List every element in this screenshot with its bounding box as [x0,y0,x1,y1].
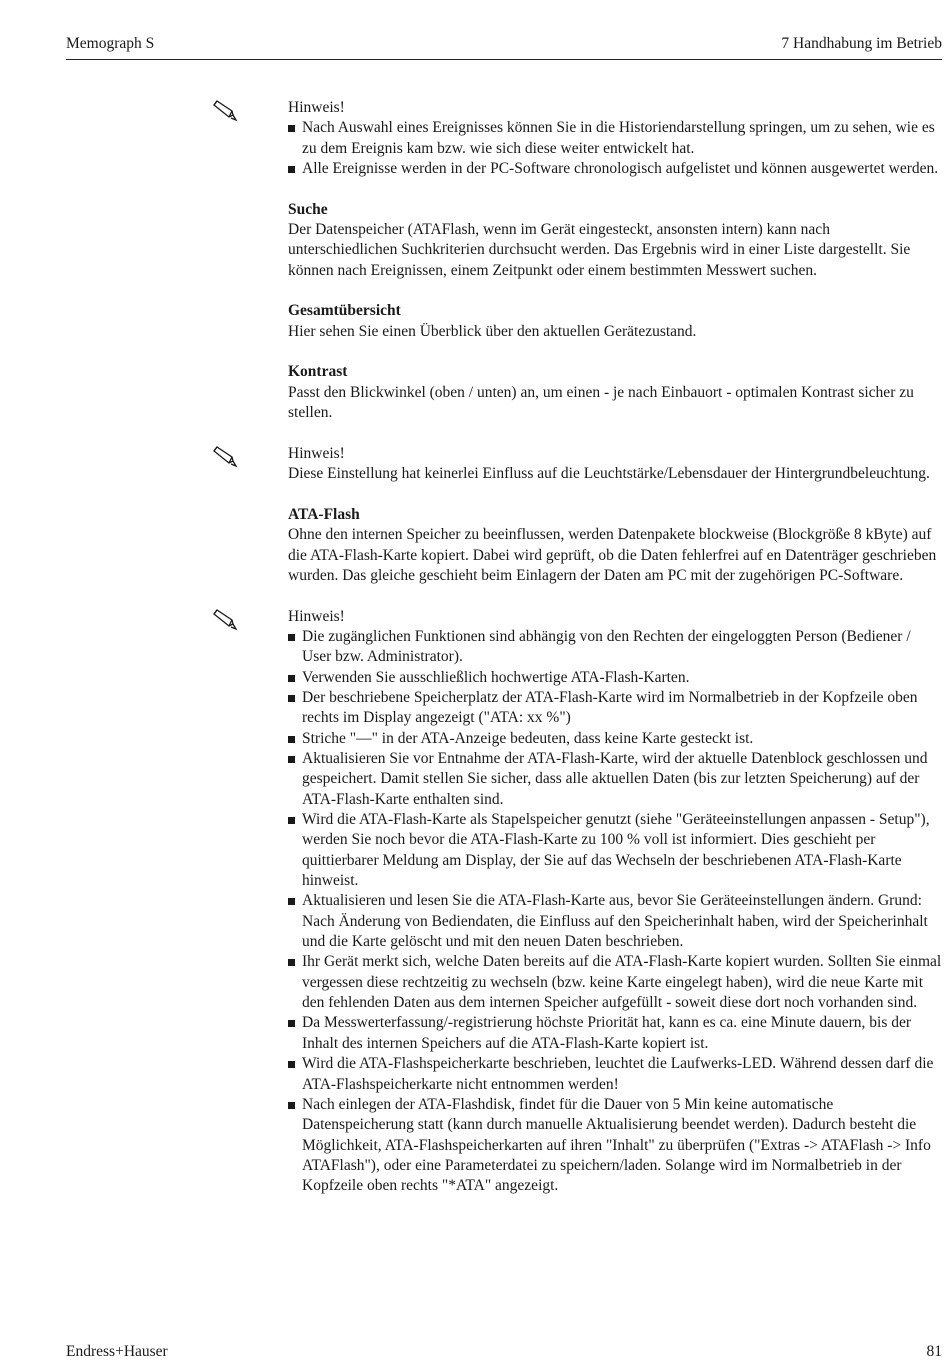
list-item: Striche "—" in der ATA-Anzeige bedeuten, dass keine Karte gesteckt ist. [288,729,943,749]
list-item: Wird die ATA-Flash-Karte als Stapelspeicher genutzt (siehe "Geräteeinstellungen anpassen - Setup"), werden Sie noch bevor die ATA-Flash-Karte zu 100 % voll ist informiert. Dies geschieht per quittierbarer Meldung am Display, der Sie auf das Wechseln der beschriebenen ATA-Flash-Karte hinweist. [288,810,943,891]
bullet-icon [288,1102,295,1109]
note-list [288,118,943,179]
list-item: Aktualisieren und lesen Sie die ATA-Flash-Karte aus, bevor Sie Geräteeinstellungen ändern. Grund: Nach Änderung von Bediendaten, die Einfluss auf den Speicherinhalt haben, wird der Speicherinhalt und die Karte gelöscht und mit den neuen Daten beschrieben. [288,891,943,952]
section-suche [288,200,943,281]
page-content [288,98,943,1217]
pencil-icon [210,446,238,468]
bullet-icon [288,1061,295,1068]
bullet-icon [288,166,295,173]
section-heading: Kontrast [288,363,348,381]
section-kontrast [288,362,943,423]
section-ata-flash [288,505,943,586]
list-item: Ihr Gerät merkt sich, welche Daten bereits auf die ATA-Flash-Karte kopiert wurden. Sollten Sie einmal vergessen diese rechtzeitig zu wechseln (bzw. keine Karte eingelegt haben), wird die neue Karte mit den fehlenden Daten aus dem internen Speicher aufgefüllt - soweit diese dort noch vorhanden sind. [288,952,943,1013]
list-item: Wird die ATA-Flashspeicherkarte beschrieben, leuchtet die Laufwerks-LED. Während dessen darf die ATA-Flashspeicherkarte nicht entnommen werden! [288,1054,943,1095]
pencil-icon [210,100,238,122]
header-chapter: 7 Handhabung im Betrieb [781,35,942,52]
page-footer [66,1342,942,1362]
bullet-icon [288,817,295,824]
bullet-icon [288,125,295,132]
section-text: Der Datenspeicher (ATAFlash, wenn im Gerät eingesteckt, ansonsten intern) kann nach unterschiedlichen Suchkriterien durchsucht werden. Das Ergebnis wird in einer Liste dargestellt. Sie können nach Ereignissen, einem Zeitpunkt oder einem bestimmten Messwert suchen. [288,221,911,279]
list-item: Da Messwerterfassung/-registrierung höchste Priorität hat, kann es ca. eine Minute dauern, bis der Inhalt des internen Speichers auf die ATA-Flash-Karte kopiert ist. [288,1013,943,1054]
section-text: Hier sehen Sie einen Überblick über den aktuellen Gerätezustand. [288,322,697,340]
page-number: 81 [926,1343,942,1360]
page-header [66,33,942,60]
list-item: Der beschriebene Speicherplatz der ATA-Flash-Karte wird im Normalbetrieb in der Kopfzeile oben rechts im Display angezeigt ("ATA: xx %") [288,688,943,729]
list-item: Die zugänglichen Funktionen sind abhängig von den Rechten der eingeloggten Person (Bediener / User bzw. Administrator). [288,627,943,668]
bullet-icon [288,634,295,641]
pencil-icon [210,609,238,631]
bullet-icon [288,695,295,702]
note-block-3 [288,607,943,1197]
note-list [288,627,943,1197]
section-text: Ohne den internen Speicher zu beeinflussen, werden Datenpakete blockweise (Blockgröße 8 kByte) auf die ATA-Flash-Karte kopiert. Dabei wird geprüft, ob die Daten fehlerfrei auf en Datenträger geschrieben wurden. Das gleiche geschieht beim Einlagern der Daten am PC mit der zugehörigen PC-Software. [288,526,937,584]
note-block-1 [288,98,943,179]
bullet-icon [288,675,295,682]
section-heading: ATA-Flash [288,505,360,523]
footer-company: Endress+Hauser [66,1343,168,1360]
note-title: Hinweis! [288,99,345,116]
bullet-icon [288,736,295,743]
header-product: Memograph S [66,35,155,52]
list-item: Nach einlegen der ATA-Flashdisk, findet für die Dauer von 5 Min keine automatische Datenspeicherung statt (kann durch manuelle Aktualisierung beendet werden). Dadurch besteht die Möglichkeit, ATA-Flashspeicherkarten auf ihren "Inhalt" zu überprüfen ("Extras -> ATAFlash -> Info ATAFlash"), oder eine Parameterdatei zu speichern/laden. Solange wird im Normalbetrieb in der Kopfzeile oben rechts "*ATA" angezeigt. [288,1095,943,1197]
section-heading: Gesamtübersicht [288,302,401,320]
note-block-2 [288,444,943,485]
section-gesamtuebersicht [288,301,943,342]
section-heading: Suche [288,200,328,218]
note-text: Diese Einstellung hat keinerlei Einfluss auf die Leuchtstärke/Lebensdauer der Hintergrundbeleuchtung. [288,465,930,483]
list-item: Aktualisieren Sie vor Entnahme der ATA-Flash-Karte, wird der aktuelle Datenblock geschlossen und gespeichert. Damit stellen Sie sicher, dass alle aktuellen Daten (bis zur letzten Speicherung) auf der ATA-Flash-Karte enthalten sind. [288,749,943,810]
list-item: Nach Auswahl eines Ereignisses können Sie in die Historiendarstellung springen, um zu sehen, wie es zu dem Ereignis kam bzw. wie sich diese weiter entwickelt hat. [288,118,943,159]
section-text: Passt den Blickwinkel (oben / unten) an, um einen - je nach Einbauort - optimalen Kontrast sicher zu stellen. [288,383,914,422]
bullet-icon [288,898,295,905]
list-item: Verwenden Sie ausschließlich hochwertige ATA-Flash-Karten. [288,668,943,688]
bullet-icon [288,756,295,763]
bullet-icon [288,1020,295,1027]
note-title: Hinweis! [288,607,345,625]
list-item: Alle Ereignisse werden in der PC-Software chronologisch aufgelistet und können ausgewertet werden. [288,159,943,179]
bullet-icon [288,959,295,966]
note-title: Hinweis! [288,444,345,462]
